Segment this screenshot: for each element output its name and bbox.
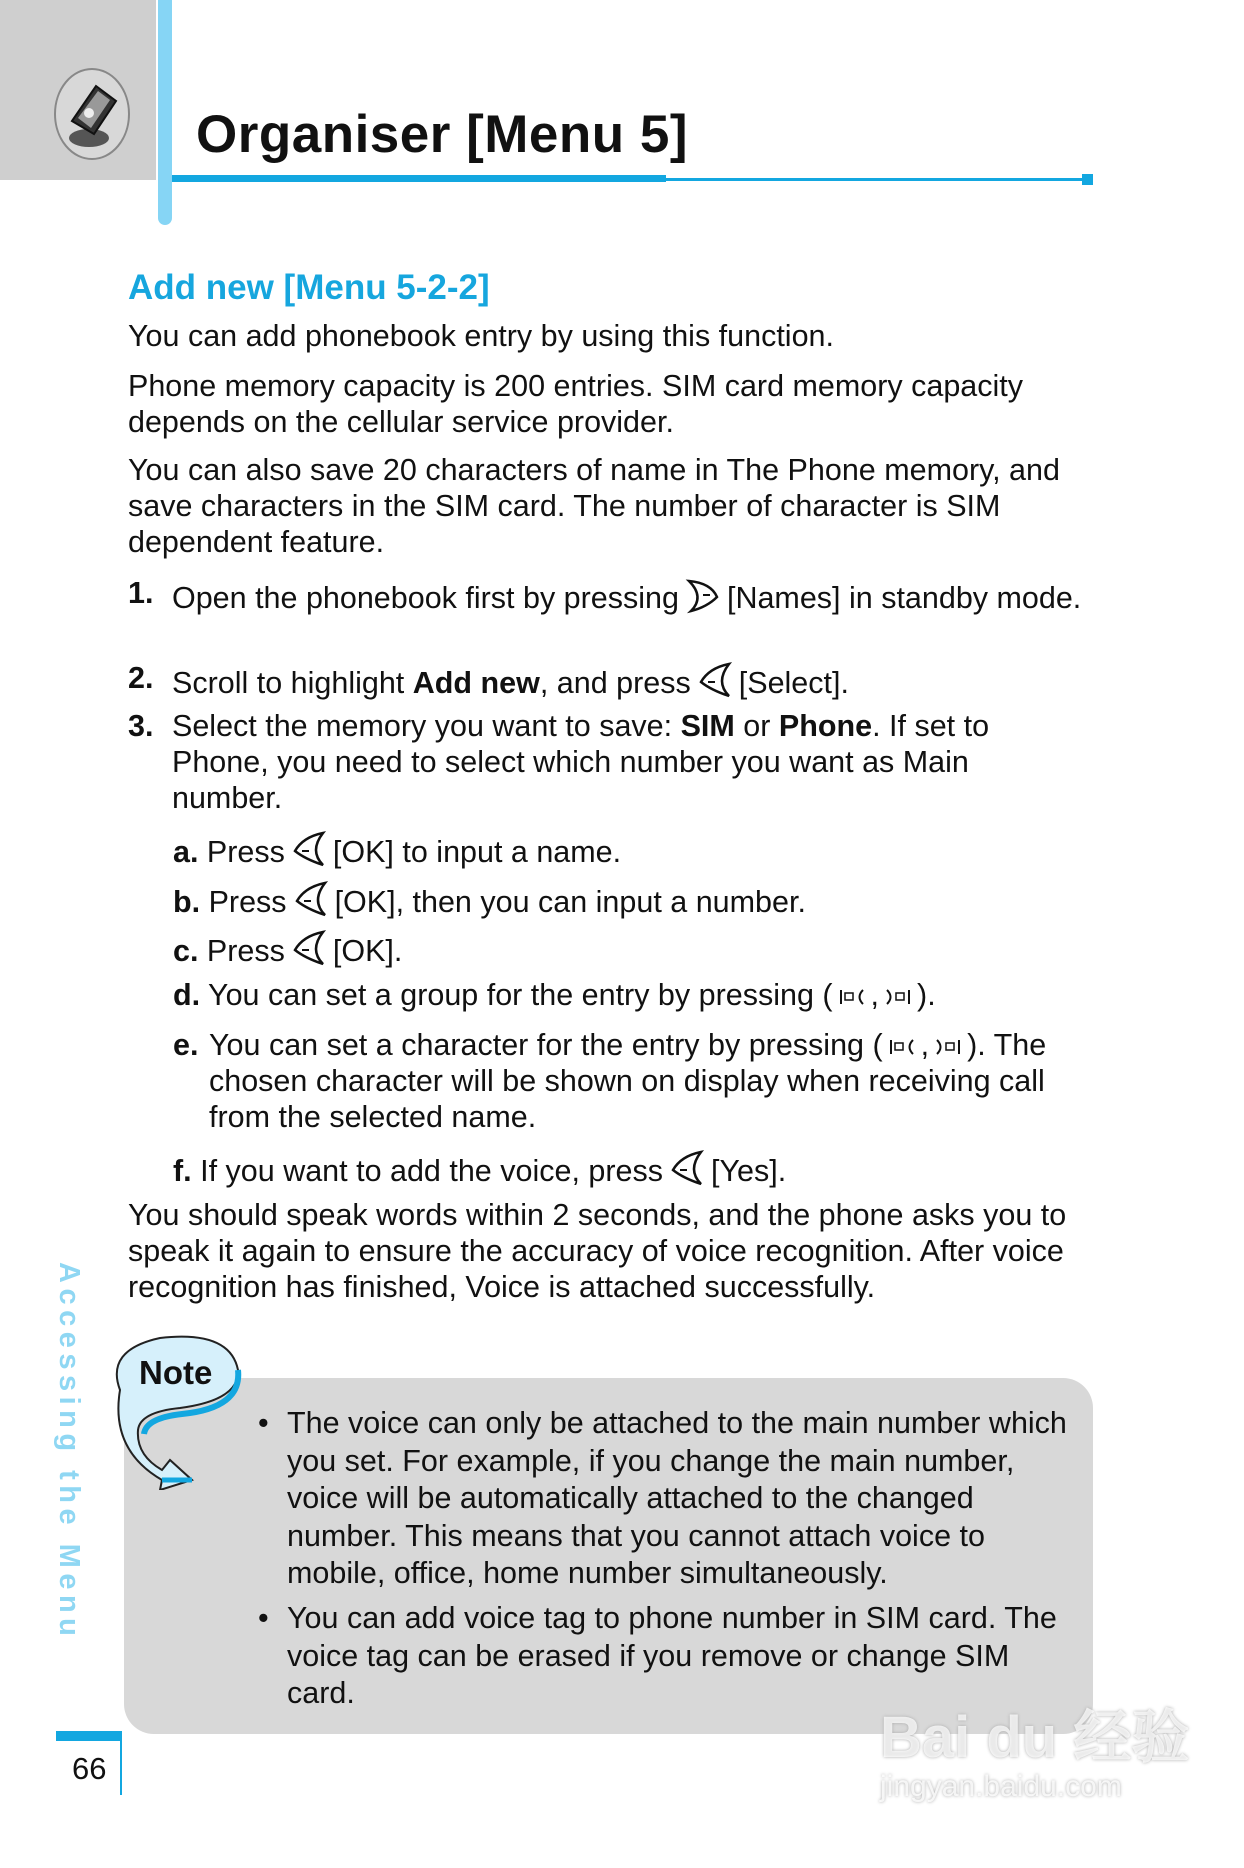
substep-b [173, 879, 1093, 920]
step-3 [172, 708, 1052, 816]
step-number: 3. [128, 709, 154, 743]
step-text: , and press [539, 666, 691, 700]
step-2 [172, 660, 1092, 701]
substep-letter: d. [173, 978, 201, 1012]
left-soft-key-icon [291, 879, 331, 919]
page-number-divider [120, 1741, 122, 1795]
substep-letter: e. [173, 1028, 199, 1062]
substep-text: ). The chosen character will be shown on display when receiving call from the selected name. [209, 1028, 1047, 1134]
side-section-label: Accessing the Menu [53, 1262, 85, 1642]
step-bold: Phone [778, 709, 873, 743]
title-underline [172, 175, 666, 182]
substep-text: ). [917, 978, 936, 1012]
characters-paragraph: You can also save 20 characters of name in The Phone memory, and save characters in the SIM card. The number of character is SIM dependent feature. [128, 453, 1060, 559]
page-title: Organiser [Menu 5] [196, 105, 688, 164]
page-number-bar [56, 1731, 122, 1741]
note-label: Note [139, 1354, 213, 1391]
bullet-icon: • [258, 1406, 269, 1440]
step-text: . If set to Phone, you need to select which number you want as Main number. [172, 709, 990, 815]
substep-text: If you want to add the voice, press [200, 1154, 663, 1188]
closing-paragraph: You should speak words within 2 seconds, and the phone asks you to speak it again to ensure the accuracy of voice recognition. After voice recognition has finished, Voice is attached successfully. [128, 1198, 1067, 1304]
substep-text: Press [206, 835, 285, 869]
volume-down-key-icon [933, 1032, 963, 1062]
substep-text: [OK], then you can input a number. [334, 885, 806, 919]
substep-text: You can set a group for the entry by pressing ( [208, 978, 833, 1012]
substep-text: [OK] to input a name. [332, 835, 622, 869]
step-text: Scroll to highlight [172, 666, 413, 700]
substep-letter: a. [173, 835, 199, 869]
substep-f [173, 1148, 1093, 1189]
step-number: 1. [128, 576, 154, 610]
substep-c [173, 928, 1093, 969]
substep-letter: c. [173, 934, 199, 968]
step-bold: Add new [412, 666, 540, 700]
substep-text: Press [208, 885, 287, 919]
memory-paragraph: Phone memory capacity is 200 entries. SIM card memory capacity depends on the cellular service provider. [128, 369, 1024, 439]
substep-letter: f. [173, 1154, 192, 1188]
organiser-icon [44, 66, 140, 162]
substep-text: , [920, 1028, 930, 1062]
substep-text: [Yes]. [710, 1154, 787, 1188]
header-accent-bar [158, 0, 172, 225]
volume-down-key-icon [883, 982, 913, 1012]
substep-text: Press [206, 934, 285, 968]
page-number: 66 [72, 1751, 107, 1786]
note-bullet-2: You can add voice tag to phone number in SIM card. The voice tag can be erased if you remove or change SIM card. [287, 1601, 1057, 1710]
step-number: 2. [128, 661, 154, 695]
note-bullet-1: The voice can only be attached to the main number which you set. For example, if you change the main number, voice will be automatically attached to the changed number. This means that you cannot attach voice to mobile, office, home number simultaneously. [287, 1406, 1067, 1590]
left-soft-key-icon [667, 1148, 707, 1188]
step-text: [Names] in standby mode. [726, 581, 1082, 615]
substep-a [173, 829, 1093, 870]
step-text: Open the phonebook first by pressing [172, 581, 679, 615]
step-bold: SIM [680, 709, 735, 743]
substep-d [173, 977, 1093, 1013]
watermark-logo: Bai du 经验 [880, 1705, 1190, 1770]
right-soft-key-icon [683, 575, 723, 615]
step-text: Select the memory you want to save: [172, 709, 681, 743]
substep-text: [OK]. [332, 934, 403, 968]
volume-up-key-icon [837, 982, 867, 1012]
substep-letter: b. [173, 885, 201, 919]
left-soft-key-icon [289, 928, 329, 968]
substep-e [173, 1027, 1093, 1135]
substep-text: You can set a character for the entry by pressing ( [209, 1028, 883, 1062]
section-heading: Add new [Menu 5-2-2] [128, 268, 490, 307]
step-text: [Select]. [738, 666, 849, 700]
left-soft-key-icon [289, 829, 329, 869]
step-text: or [734, 709, 779, 743]
intro-paragraph: You can add phonebook entry by using this function. [128, 319, 834, 353]
bullet-icon: • [258, 1601, 269, 1635]
title-underline-end [1082, 174, 1093, 185]
volume-up-key-icon [887, 1032, 917, 1062]
title-underline-thin [666, 178, 1086, 181]
substep-text: , [870, 978, 880, 1012]
step-1 [172, 575, 1092, 616]
left-soft-key-icon [695, 660, 735, 700]
watermark-url: jingyan.baidu.com [880, 1770, 1122, 1803]
